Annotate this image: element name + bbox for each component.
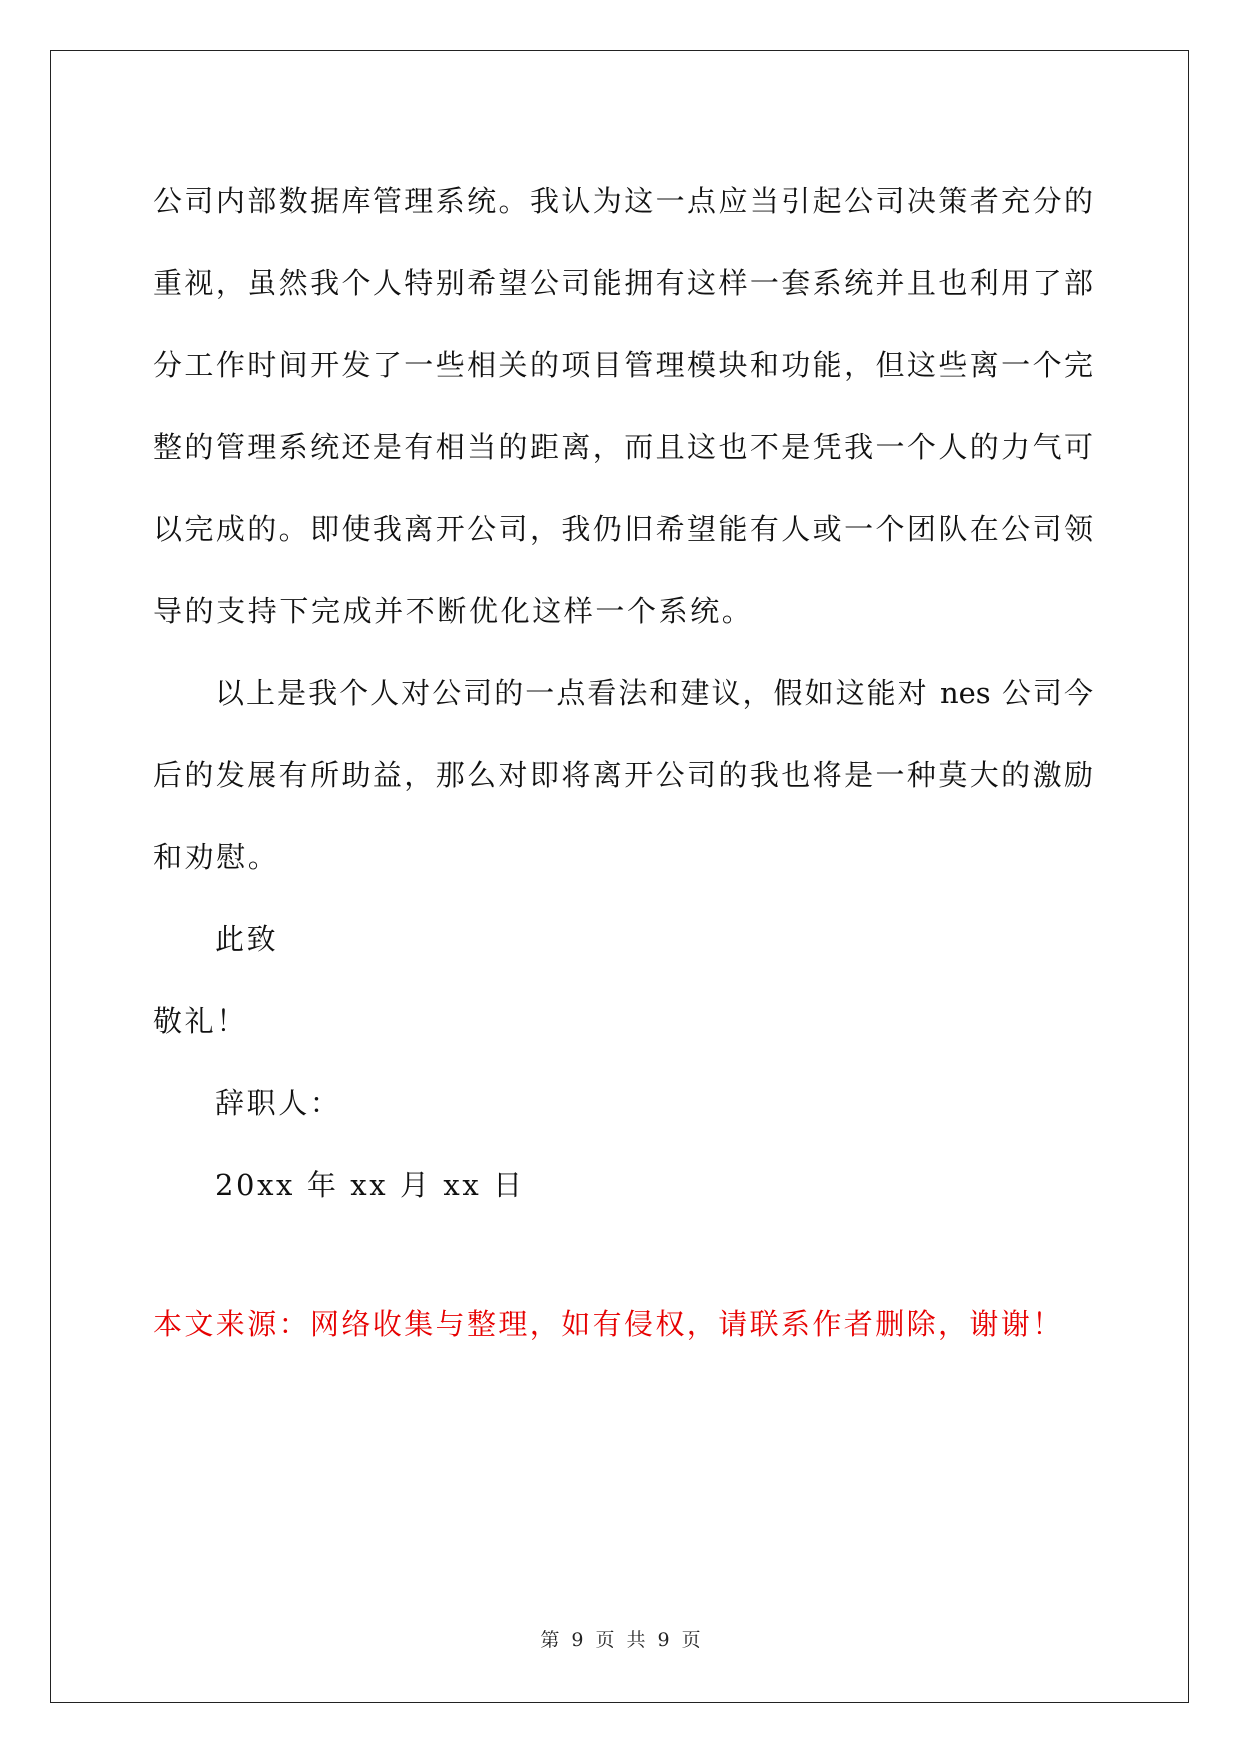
closing-paragraph-line: 后的发展有所助益，那么对即将离开公司的我也将是一种莫大的激励 bbox=[153, 758, 1093, 792]
body-line: 导的支持下完成并不断优化这样一个系统。 bbox=[153, 594, 754, 628]
source-note: 本文来源：网络收集与整理，如有侵权，请联系作者删除，谢谢！ bbox=[153, 1307, 1064, 1341]
body-line: 重视，虽然我个人特别希望公司能拥有这样一套系统并且也利用了部 bbox=[153, 266, 1093, 300]
body-line: 分工作时间开发了一些相关的项目管理模块和功能，但这些离一个完 bbox=[153, 348, 1093, 382]
body-line: 整的管理系统还是有相当的距离，而且这也不是凭我一个人的力气可 bbox=[153, 430, 1093, 464]
signature-label: 辞职人： bbox=[215, 1086, 342, 1120]
document-body bbox=[153, 160, 1093, 1226]
salutation: 此致 bbox=[215, 922, 279, 956]
body-line: 以完成的。即使我离开公司，我仍旧希望能有人或一个团队在公司领 bbox=[153, 512, 1093, 546]
regards: 敬礼！ bbox=[153, 1004, 248, 1038]
page-number: 第 9 页 共 9 页 bbox=[540, 1629, 701, 1651]
body-line: 公司内部数据库管理系统。我认为这一点应当引起公司决策者充分的 bbox=[153, 184, 1093, 218]
date-line: 20xx 年 xx 月 xx 日 bbox=[215, 1168, 525, 1202]
closing-paragraph-line: 以上是我个人对公司的一点看法和建议，假如这能对 nes 公司今 bbox=[215, 676, 1093, 710]
closing-paragraph-line: 和劝慰。 bbox=[153, 840, 280, 874]
